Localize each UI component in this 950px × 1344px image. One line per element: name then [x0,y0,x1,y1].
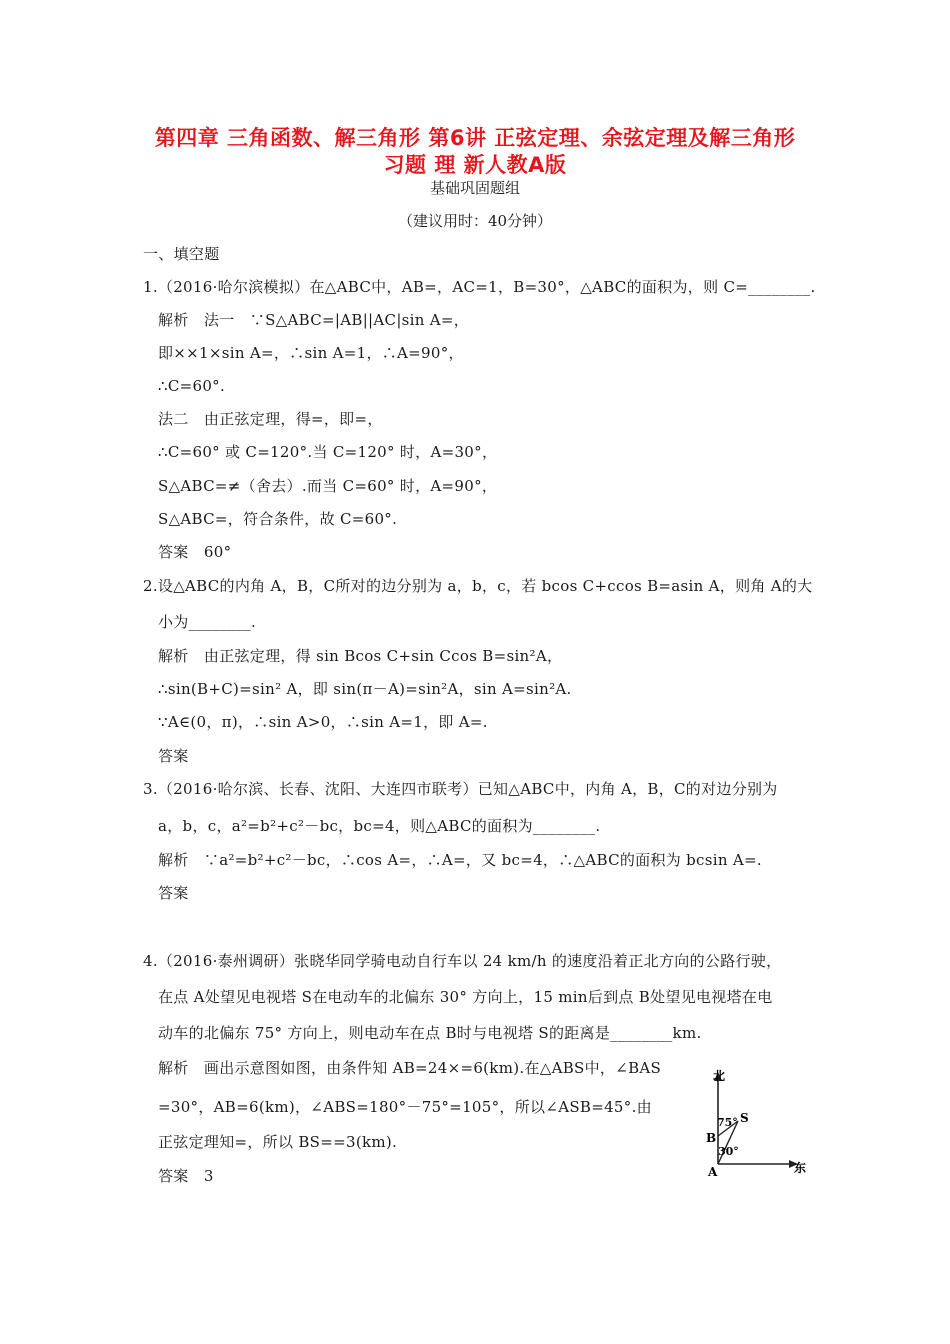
q4-analysis-3: 正弦定理知=，所以 BS==3(km). [158,1133,398,1151]
q3-text-2: a，b，c，a²=b²+c²－bc，bc=4，则△ABC的面积为________. [158,817,601,835]
q1-analysis-1: 解析 法一 ∵S△ABC=|AB||AC|sin A=， [158,311,470,329]
q4-text-2: 在点 A处望见电视塔 S在电动车的北偏东 30° 方向上，15 min后到点 B处望见电视塔在电 [158,988,773,1006]
q4-answer: 答案 3 [158,1167,214,1185]
section-heading: 一、填空题 [143,245,220,263]
q3-analysis-1: 解析 ∵a²=b²+c²－bc，∴cos A=，∴A=，又 bc=4，∴△ABC的面积为 bcsin A=. [158,851,762,869]
angle-75-label: 75° [717,1116,738,1129]
q1-analysis-3: ∴C=60°. [158,377,226,395]
title-line-2: 习题 理 新人教A版 [383,153,567,177]
q2-analysis-3: ∵A∈(0，π)，∴sin A>0，∴sin A=1，即 A=. [158,713,488,731]
north-label: 北 [713,1069,726,1083]
time-note: （建议用时：40分钟） [397,212,553,230]
title-line-1: 第四章 三角函数、解三角形 第6讲 正弦定理、余弦定理及解三角形 [154,126,796,150]
subtitle: 基础巩固题组 [429,179,520,197]
q4-analysis-1: 解析 画出示意图如图，由条件知 AB=24×=6(km).在△ABS中，∠BAS [158,1059,662,1077]
q4-text-1: 4.（2016·泰州调研）张晓华同学骑电动自行车以 24 km/h 的速度沿着正北方向的公路行驶， [143,952,782,970]
q4-text-3: 动车的北偏东 75° 方向上，则电动车在点 B时与电视塔 S的距离是________km. [158,1024,702,1042]
q1-analysis-7: S△ABC=，符合条件，故 C=60°. [158,510,398,528]
q1-analysis-6: S△ABC=≠（舍去）.而当 C=60° 时，A=90°， [158,477,498,495]
q4-analysis-2: =30°，AB=6(km)，∠ABS=180°－75°=105°，所以∠ASB=45°.由 [158,1098,652,1116]
q4-diagram [700,1064,815,1184]
q2-text-2: 小为________. [158,613,257,631]
q2-text-1: 2.设△ABC的内角 A，B，C所对的边分别为 a，b，c，若 bcos C+ccos B=asin A，则角 A的大 [143,577,813,595]
q2-analysis-2: ∴sin(B+C)=sin² A，即 sin(π－A)=sin²A，sin A=sin²A. [158,680,572,698]
q3-text-1: 3.（2016·哈尔滨、长春、沈阳、大连四市联考）已知△ABC中，内角 A，B，C的对边分别为 [143,780,778,798]
q2-analysis-1: 解析 由正弦定理，得 sin Bcos C+sin Ccos B=sin²A， [158,647,563,665]
q1-analysis-2: 即××1×sin A=，∴sin A=1，∴A=90°， [158,344,464,362]
point-b-label: B [706,1131,717,1145]
point-a-label: A [708,1165,718,1179]
point-s-label: S [740,1111,749,1125]
q1-text: 1.（2016·哈尔滨模拟）在△ABC中，AB=，AC=1，B=30°，△ABC的面积为，则 C=________. [143,278,816,296]
q3-answer: 答案 [158,884,189,902]
q1-analysis-5: ∴C=60° 或 C=120°.当 C=120° 时，A=30°， [158,443,498,461]
angle-30-label: 30° [718,1145,739,1158]
q2-answer: 答案 [158,747,189,765]
q1-analysis-4: 法二 由正弦定理，得=，即=， [158,410,383,428]
east-label: 东 [794,1161,807,1175]
q1-answer: 答案 60° [158,543,232,561]
